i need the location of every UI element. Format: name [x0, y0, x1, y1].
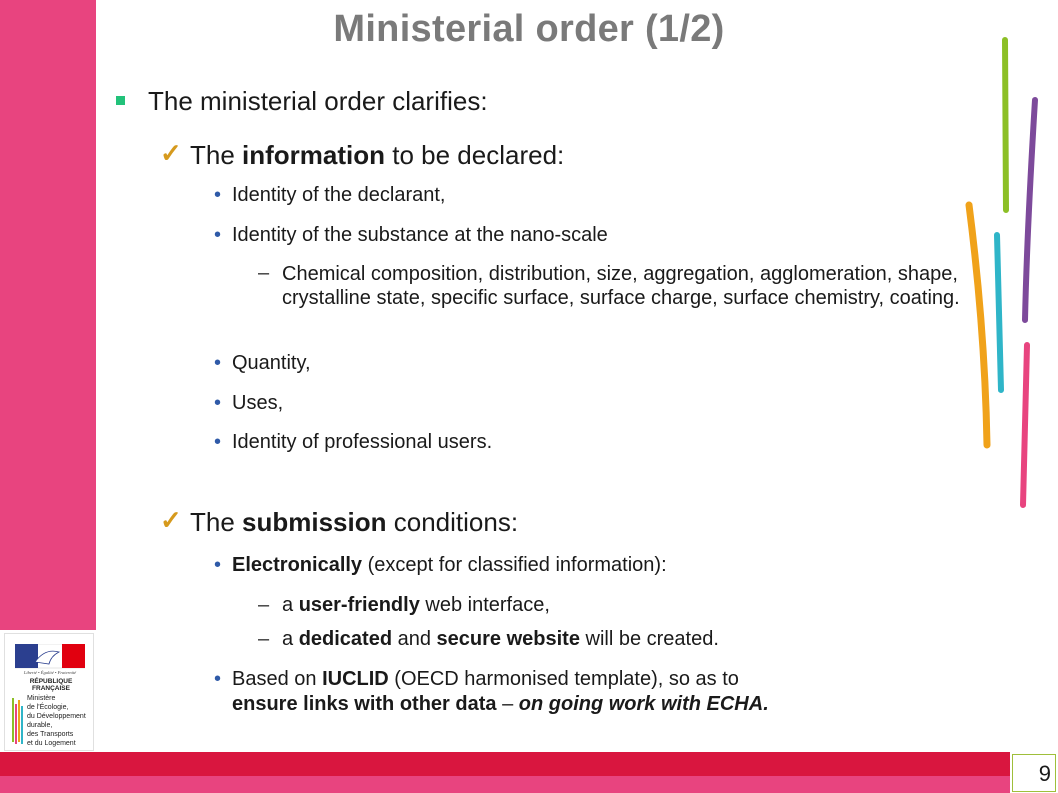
svg-text:Liberté • Égalité • Fraternité: Liberté • Égalité • Fraternité — [23, 670, 77, 675]
section-heading-submission: The submission conditions: — [190, 507, 519, 537]
slide-title: Ministerial order (1/2) — [333, 8, 725, 50]
dash-bullet-icon: – — [258, 594, 270, 616]
bullet-dot-icon: • — [214, 431, 222, 453]
checkmark-icon: ✓ — [160, 505, 182, 535]
list-item: Identity of the declarant, — [232, 184, 446, 206]
bullet-dot-icon: • — [214, 554, 222, 576]
square-bullet-icon — [116, 96, 125, 105]
bullet-dot-icon: • — [214, 224, 222, 246]
checkmark-icon: ✓ — [160, 138, 182, 168]
list-item: Identity of the substance at the nano-scale — [232, 224, 608, 246]
republic-label: RÉPUBLIQUE FRANÇAISE — [29, 678, 73, 692]
list-item: Identity of professional users. — [232, 431, 493, 453]
bullet-dot-icon: • — [214, 392, 222, 414]
dash-bullet-icon: – — [258, 628, 270, 650]
ministry-logo — [4, 633, 94, 751]
bullet-dot-icon: • — [214, 668, 222, 690]
list-item-iuclid-continued: ensure links with other data – on going work with ECHA. — [232, 693, 769, 715]
ministry-name: Ministère de l'Écologie, du Développement durable, des Transports et du Logement — [27, 695, 86, 747]
sub-list-item-website: a dedicated and secure website will be created. — [282, 628, 719, 650]
page-number: 9 — [1012, 754, 1056, 792]
list-item-electronically: Electronically (except for classified information): — [232, 554, 667, 576]
bullet-dot-icon: • — [214, 184, 222, 206]
list-item: Quantity, — [232, 352, 311, 374]
bottom-pink-band — [0, 776, 1010, 793]
section-heading-information: The information to be declared: — [190, 140, 565, 170]
left-decorative-bar — [0, 0, 96, 630]
list-item: Uses, — [232, 392, 284, 414]
marianne-logo-icon — [15, 644, 85, 676]
sub-list-item-web-interface: a user-friendly web interface, — [282, 594, 550, 616]
bullet-dot-icon: • — [214, 352, 222, 374]
sub-list-item: Chemical composition, distribution, size, aggregation, agglomeration, shape, crystalline state, specific surface, surface charge, surface chemistry, coating. — [282, 263, 960, 309]
dash-bullet-icon: – — [258, 262, 270, 284]
intro-line: The ministerial order clarifies: — [148, 86, 488, 116]
ministry-stripes-icon — [11, 696, 25, 746]
bottom-red-band — [0, 752, 1010, 776]
list-item-iuclid: Based on IUCLID (OECD harmonised template), so as to — [232, 668, 739, 690]
